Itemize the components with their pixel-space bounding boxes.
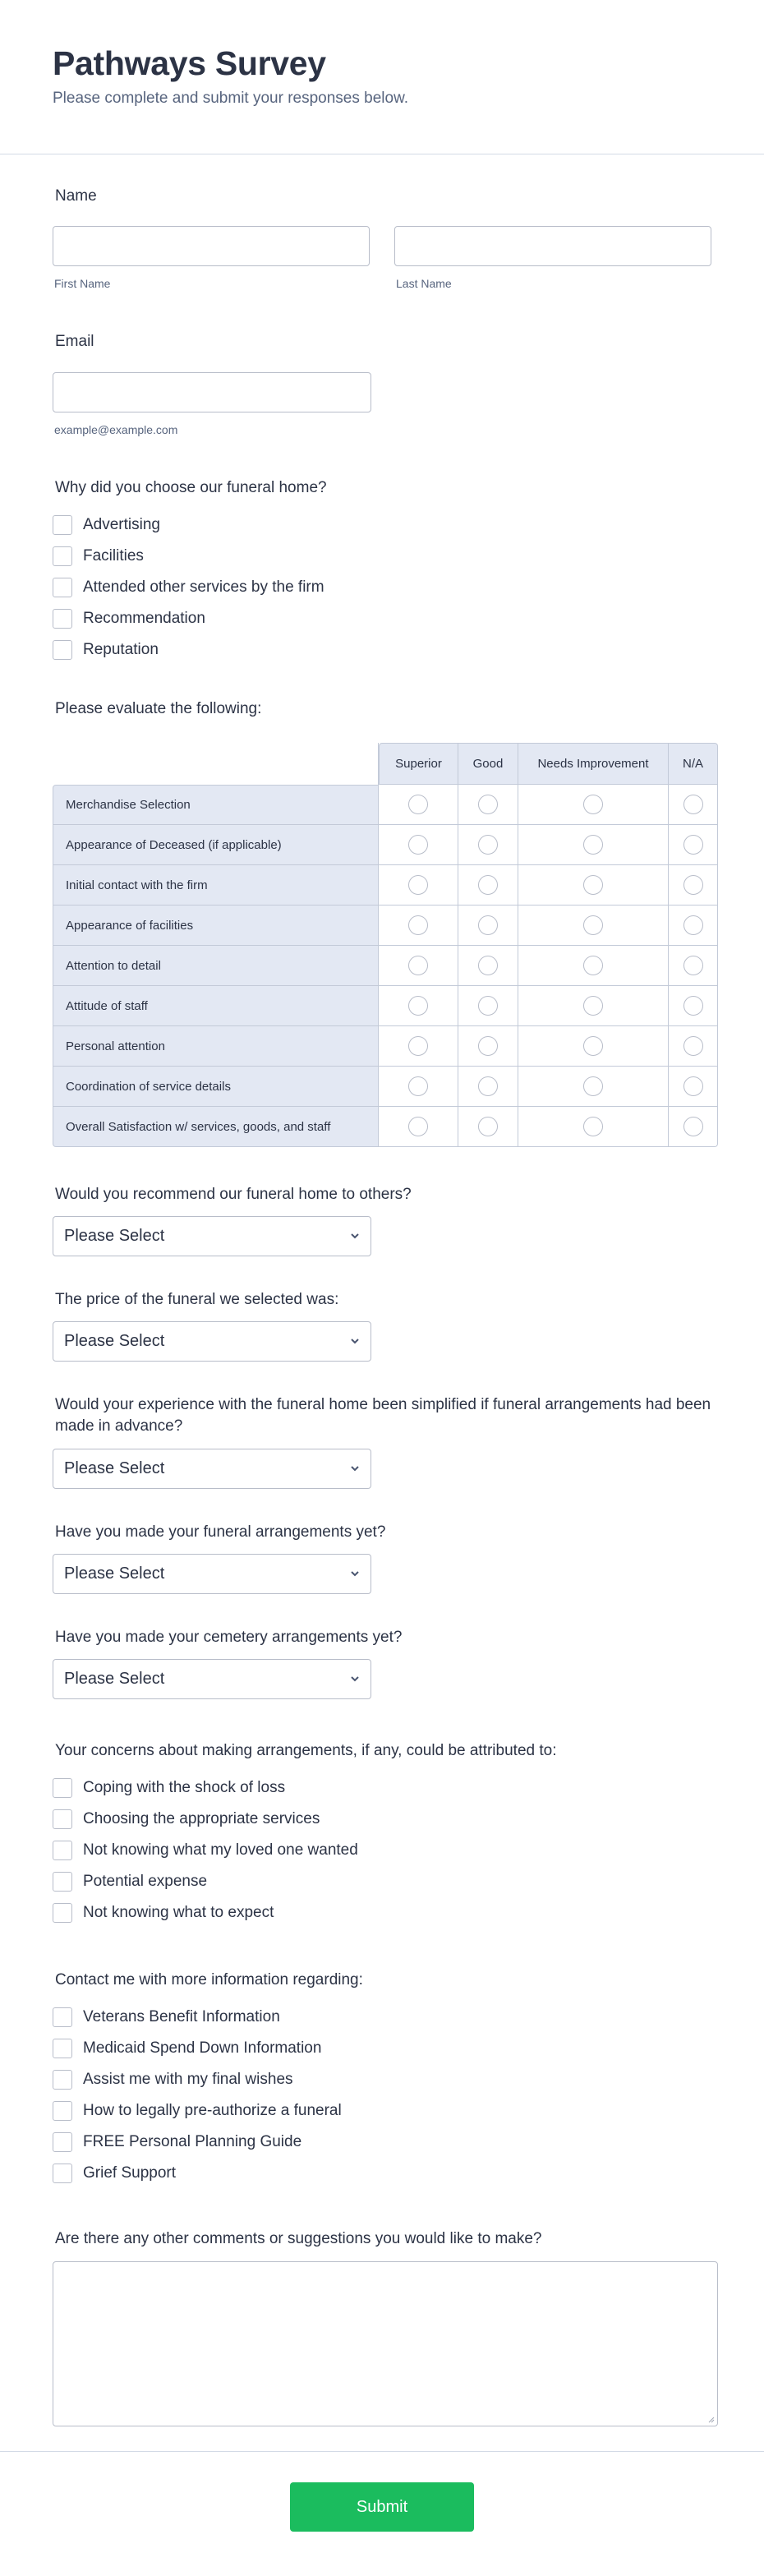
checkbox[interactable]	[53, 1778, 72, 1798]
rating-radio[interactable]	[583, 956, 603, 975]
funeral-arrangements-select[interactable]	[53, 1554, 371, 1594]
rating-radio[interactable]	[683, 835, 703, 855]
rating-radio[interactable]	[478, 795, 498, 814]
select-value: Please Select	[64, 1332, 165, 1350]
advance-arrangements-label: Would your experience with the funeral home been simplified if funeral arrangements had been made in advance?	[55, 1396, 711, 1435]
contact-field	[53, 1929, 711, 2189]
contact-option[interactable]: Assist me with my final wishes	[53, 2064, 711, 2095]
rating-radio[interactable]	[583, 835, 603, 855]
cemetery-arrangements-field	[53, 1594, 711, 1699]
checkbox[interactable]	[53, 2101, 72, 2121]
comments-field	[53, 2189, 711, 2426]
checkbox[interactable]	[53, 578, 72, 597]
rating-radio[interactable]	[583, 795, 603, 814]
concerns-option[interactable]: Not knowing what to expect	[53, 1897, 711, 1929]
matrix-row	[53, 946, 718, 986]
rating-radio[interactable]	[583, 875, 603, 895]
why-choose-field	[53, 436, 711, 666]
email-field	[53, 290, 711, 436]
matrix-row-label: Overall Satisfaction w/ services, goods, and staff	[53, 1107, 379, 1147]
matrix-row-label: Initial contact with the firm	[53, 865, 379, 906]
last-name-input[interactable]	[394, 226, 711, 266]
why-choose-option[interactable]: Reputation	[53, 634, 711, 666]
recommend-field	[53, 1147, 711, 1256]
rating-radio[interactable]	[583, 996, 603, 1016]
matrix-row	[53, 1107, 718, 1147]
page-subtitle: Please complete and submit your responses below.	[53, 90, 409, 107]
chevron-down-icon	[349, 1336, 361, 1346]
matrix-row	[53, 1026, 718, 1067]
rating-radio[interactable]	[683, 1036, 703, 1056]
contact-option[interactable]: Veterans Benefit Information	[53, 2002, 711, 2033]
form-footer	[0, 2451, 764, 2570]
evaluate-field	[53, 666, 711, 1147]
name-label: Name	[55, 187, 97, 205]
rating-radio[interactable]	[583, 1036, 603, 1056]
why-choose-option[interactable]: Recommendation	[53, 603, 711, 634]
rating-radio[interactable]	[478, 1076, 498, 1096]
rating-radio[interactable]	[683, 1076, 703, 1096]
column-header: Superior	[379, 743, 458, 785]
rating-radio[interactable]	[583, 1076, 603, 1096]
rating-radio[interactable]	[478, 835, 498, 855]
checkbox[interactable]	[53, 515, 72, 535]
matrix-row-label: Attitude of staff	[53, 986, 379, 1026]
recommend-label: Would you recommend our funeral home to others?	[55, 1186, 412, 1203]
checkbox[interactable]	[53, 1872, 72, 1892]
checkbox[interactable]	[53, 640, 72, 660]
checkbox[interactable]	[53, 546, 72, 566]
price-select[interactable]	[53, 1321, 371, 1362]
submit-button[interactable]: Submit	[290, 2482, 474, 2532]
chevron-down-icon	[349, 1231, 361, 1241]
rating-radio[interactable]	[478, 875, 498, 895]
checkbox[interactable]	[53, 2070, 72, 2090]
rating-radio[interactable]	[683, 996, 703, 1016]
matrix-row-label: Coordination of service details	[53, 1067, 379, 1107]
survey-form	[0, 154, 764, 2426]
price-field	[53, 1256, 711, 1362]
rating-radio[interactable]	[408, 795, 428, 814]
matrix-row	[53, 906, 718, 946]
chevron-down-icon	[349, 1463, 361, 1473]
select-value: Please Select	[64, 1564, 165, 1583]
evaluate-label: Please evaluate the following:	[55, 700, 262, 717]
matrix-row	[53, 986, 718, 1026]
checkbox[interactable]	[53, 2132, 72, 2152]
column-header: N/A	[669, 743, 718, 785]
column-header: Good	[458, 743, 518, 785]
rating-radio[interactable]	[408, 875, 428, 895]
matrix-row-label: Attention to detail	[53, 946, 379, 986]
email-label: Email	[55, 333, 94, 350]
contact-label: Contact me with more information regarding:	[55, 1971, 363, 1988]
concerns-option[interactable]: Choosing the appropriate services	[53, 1804, 711, 1835]
checkbox[interactable]	[53, 2039, 72, 2058]
rating-radio[interactable]	[683, 956, 703, 975]
concerns-label: Your concerns about making arrangements, if any, could be attributed to:	[55, 1742, 557, 1759]
contact-option[interactable]: Medicaid Spend Down Information	[53, 2033, 711, 2064]
rating-radio[interactable]	[408, 956, 428, 975]
rating-radio[interactable]	[583, 915, 603, 935]
rating-radio[interactable]	[478, 1117, 498, 1136]
concerns-option[interactable]: Potential expense	[53, 1866, 711, 1897]
cemetery-arrangements-label: Have you made your cemetery arrangements yet?	[55, 1629, 403, 1646]
matrix-row	[53, 1067, 718, 1107]
concerns-option[interactable]: Coping with the shock of loss	[53, 1772, 711, 1804]
rating-radio[interactable]	[408, 996, 428, 1016]
rating-radio[interactable]	[683, 915, 703, 935]
first-name-sublabel: First Name	[54, 277, 111, 290]
rating-radio[interactable]	[408, 1076, 428, 1096]
checkbox[interactable]	[53, 1903, 72, 1923]
checkbox[interactable]	[53, 2007, 72, 2027]
contact-option[interactable]: FREE Personal Planning Guide	[53, 2127, 711, 2158]
advance-arrangements-select[interactable]	[53, 1449, 371, 1489]
comments-textarea[interactable]	[53, 2261, 718, 2426]
resize-handle-icon[interactable]	[707, 2416, 715, 2423]
column-header: Needs Improvement	[518, 743, 669, 785]
rating-radio[interactable]	[478, 956, 498, 975]
cemetery-arrangements-select[interactable]	[53, 1659, 371, 1699]
last-name-sublabel: Last Name	[396, 277, 452, 290]
checkbox[interactable]	[53, 1841, 72, 1860]
concerns-field	[53, 1699, 711, 1929]
matrix-row	[53, 865, 718, 906]
email-sublabel: example@example.com	[54, 423, 178, 436]
checkbox[interactable]	[53, 2164, 72, 2183]
chevron-down-icon	[349, 1569, 361, 1578]
funeral-arrangements-field	[53, 1489, 711, 1594]
why-choose-option[interactable]: Attended other services by the firm	[53, 572, 711, 603]
contact-option[interactable]: How to legally pre-authorize a funeral	[53, 2095, 711, 2127]
form-header	[0, 0, 764, 154]
select-value: Please Select	[64, 1459, 165, 1477]
select-value: Please Select	[64, 1670, 165, 1688]
chevron-down-icon	[349, 1674, 361, 1684]
matrix-row-label: Merchandise Selection	[53, 785, 379, 825]
rating-radio[interactable]	[683, 875, 703, 895]
rating-radio[interactable]	[408, 915, 428, 935]
rating-radio[interactable]	[478, 996, 498, 1016]
why-choose-option[interactable]: Facilities	[53, 541, 711, 572]
rating-radio[interactable]	[583, 1117, 603, 1136]
checkbox[interactable]	[53, 609, 72, 629]
evaluation-matrix	[53, 743, 718, 1147]
why-choose-label: Why did you choose our funeral home?	[55, 479, 327, 496]
contact-option[interactable]: Grief Support	[53, 2158, 711, 2189]
matrix-row-label: Personal attention	[53, 1026, 379, 1067]
name-field	[53, 154, 711, 290]
select-value: Please Select	[64, 1227, 165, 1245]
matrix-row	[53, 785, 718, 825]
matrix-row	[53, 825, 718, 865]
rating-radio[interactable]	[683, 795, 703, 814]
funeral-arrangements-label: Have you made your funeral arrangements yet?	[55, 1523, 386, 1541]
rating-radio[interactable]	[408, 1036, 428, 1056]
concerns-option[interactable]: Not knowing what my loved one wanted	[53, 1835, 711, 1866]
rating-radio[interactable]	[683, 1117, 703, 1136]
rating-radio[interactable]	[408, 1117, 428, 1136]
email-input[interactable]	[53, 372, 371, 412]
why-choose-option[interactable]: Advertising	[53, 509, 711, 541]
matrix-row-label: Appearance of facilities	[53, 906, 379, 946]
page-title: Pathways Survey	[53, 44, 326, 82]
matrix-row-label: Appearance of Deceased (if applicable)	[53, 825, 379, 865]
first-name-input[interactable]	[53, 226, 370, 266]
rating-radio[interactable]	[408, 835, 428, 855]
checkbox[interactable]	[53, 1809, 72, 1829]
advance-arrangements-field	[53, 1362, 711, 1489]
comments-label: Are there any other comments or suggestions you would like to make?	[55, 2230, 542, 2247]
recommend-select[interactable]	[53, 1216, 371, 1256]
rating-radio[interactable]	[478, 915, 498, 935]
rating-radio[interactable]	[478, 1036, 498, 1056]
price-label: The price of the funeral we selected was:	[55, 1291, 339, 1308]
